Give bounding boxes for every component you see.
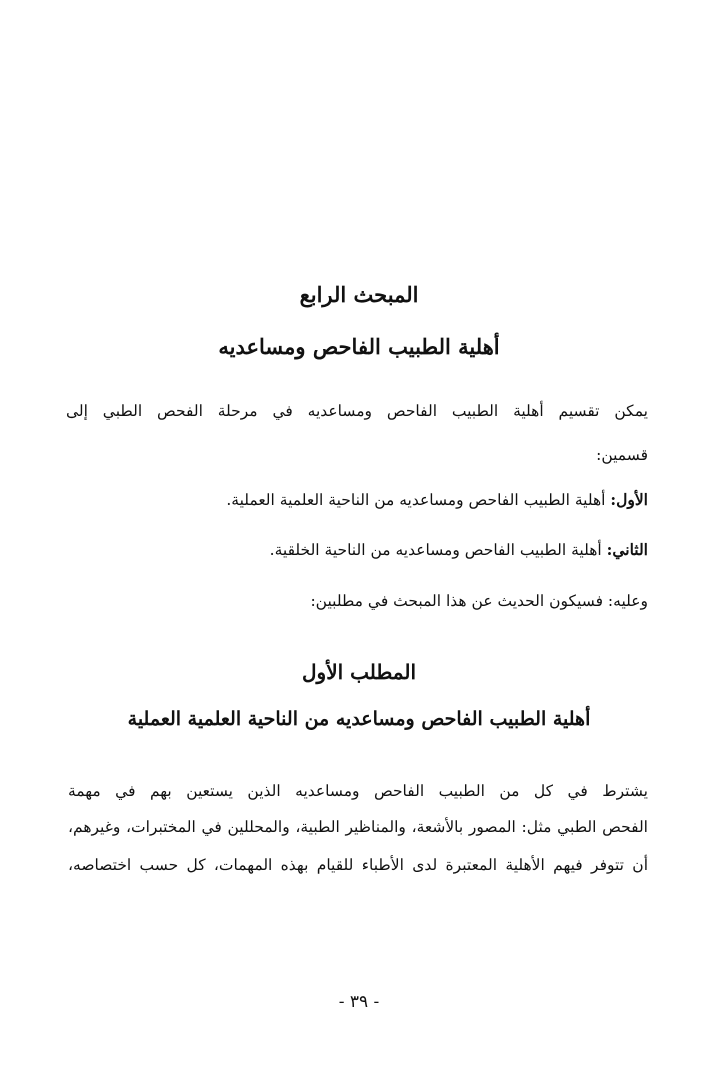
list-item-second [270, 540, 648, 559]
intro-line-2: قسمين: [596, 446, 648, 464]
page-number: - ٣٩ - [338, 992, 380, 1012]
body-line-3: أن تتوفر فيهم الأهلية المعتبرة لدى الأطباء للقيام بهذه المهمات، كل حسب اختصاصه، [68, 856, 648, 874]
subsection-heading: المطلب الأول [302, 660, 416, 684]
section-title: أهلية الطبيب الفاحص ومساعديه [218, 334, 500, 359]
list-item-label: الثاني: [606, 540, 648, 559]
conclusion-text: وعليه: فسيكون الحديث عن هذا المبحث في مطلبين: [310, 592, 648, 610]
list-item-text: أهلية الطبيب الفاحص ومساعديه من الناحية الخلقية. [269, 541, 607, 559]
section-heading: المبحث الرابع [299, 282, 419, 307]
body-line-2: الفحص الطبي مثل: المصور بالأشعة، والمناظير الطبية، والمحللين في المختبرات، وغيرهم، [68, 818, 648, 836]
list-item-text: أهلية الطبيب الفاحص ومساعديه من الناحية العلمية العملية. [226, 491, 611, 509]
intro-line-1: يمكن تقسيم أهلية الطبيب الفاحص ومساعديه في مرحلة الفحص الطبي إلى [66, 402, 648, 420]
body-line-1: يشترط في كل من الطبيب الفاحص ومساعديه الذين يستعين بهم في مهمة [68, 782, 648, 800]
list-item-first [226, 490, 648, 509]
list-item-label: الأول: [610, 490, 648, 509]
subsection-title: أهلية الطبيب الفاحص ومساعديه من الناحية العلمية العملية [127, 708, 591, 730]
